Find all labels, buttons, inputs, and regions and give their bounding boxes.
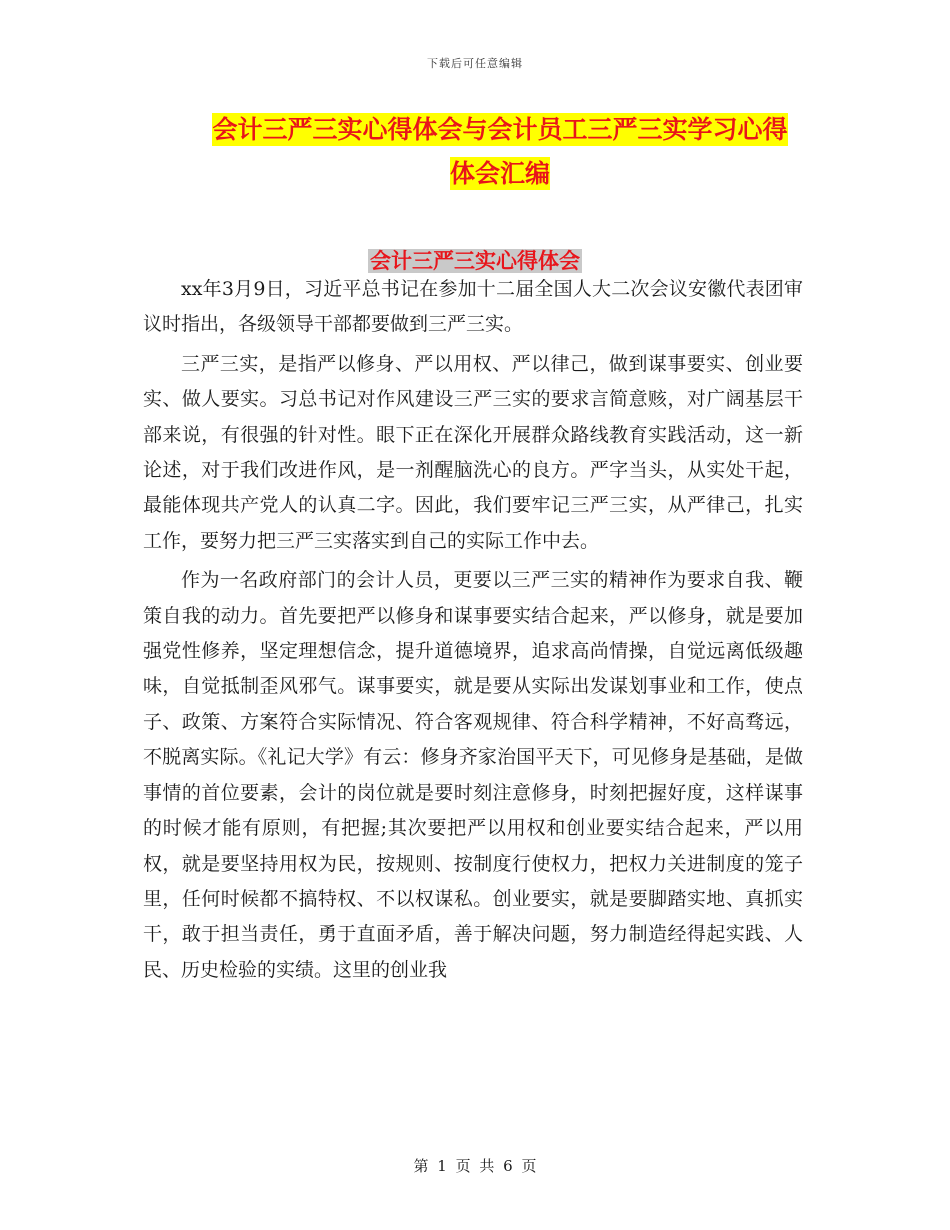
body-text — [143, 272, 803, 990]
paragraph: 三严三实，是指严以修身、严以用权、严以律己，做到谋事要实、创业要实、做人要实。习总书记对作风建设三严三实的要求言简意赅，对广阔基层干部来说，有很强的针对性。眼下正在深化开展群众路线教育实践活动，这一新论述，对于我们改进作风，是一剂醒脑洗心的良方。严字当头，从实处干起，最能体现共产党人的认真二字。因此，我们要牢记三严三实，从严律己，扎实工作，要努力把三严三实落实到自己的实际工作中去。 — [143, 352, 803, 552]
page-header: 下载后可任意编辑 — [427, 57, 523, 70]
document-title-line-1: 会计三严三实心得体会与会计员工三严三实学习心得 — [212, 115, 788, 144]
paragraph: 作为一名政府部门的会计人员，更要以三严三实的精神作为要求自我、鞭策自我的动力。首先要把严以修身和谋事要实结合起来，严以修身，就是要加强党性修养，坚定理想信念，提升道德境界，追求高尚情操，自觉远离低级趣味，自觉抵制歪风邪气。谋事要实，就是要从实际出发谋划事业和工作，使点子、政策、方案符合实际情况、符合客观规律、符合科学精神，不好高骛远，不脱离实际。《礼记大学》有云：修身齐家治国平天下，可见修身是基础，是做事情的首位要素，会计的岗位就是要时刻注意修身，时刻把握好度，这样谋事的时候才能有原则，有把握;其次要把严以用权和创业要实结合起来，严以用权，就是要坚持用权为民，按规则、按制度行使权力，把权力关进制度的笼子里，任何时候都不搞特权、不以权谋私。创业要实，就是要脚踏实地、真抓实干，敢于担当责任，勇于直面矛盾，善于解决问题，努力制造经得起实践、人民、历史检验的实绩。这里的创业我 — [143, 569, 803, 981]
section-heading-text: 会计三严三实心得体会 — [370, 249, 580, 273]
paragraph: xx年3月9日，习近平总书记在参加十二届全国人大二次会议安徽代表团审议时指出，各级领导干部都要做到三严三实。 — [143, 278, 803, 336]
document-title — [190, 108, 810, 196]
page-footer: 第 1 页 共 6 页 — [413, 1157, 537, 1175]
document-title-line-2: 体会汇编 — [449, 159, 550, 188]
